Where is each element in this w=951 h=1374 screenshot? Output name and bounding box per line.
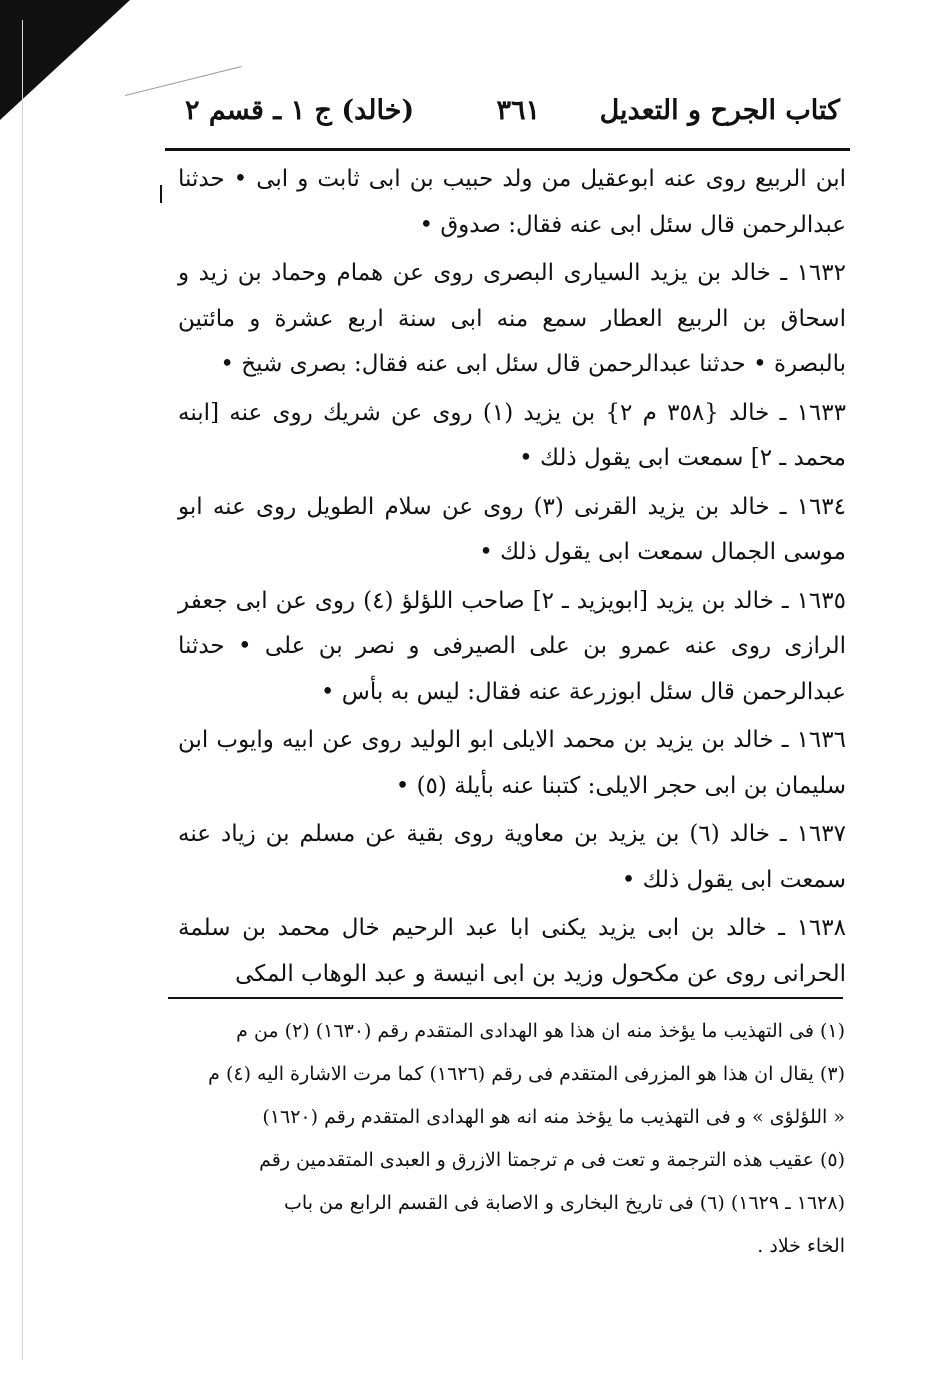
- corner-shadow: [0, 0, 130, 120]
- page-edge: [22, 20, 23, 1360]
- book-title: كتاب الجرح و التعديل: [599, 95, 840, 126]
- footnote-rule: [168, 997, 843, 999]
- footnote-line: (١) فى التهذيب ما يؤخذ منه ان هذا هو الهدادى المتقدم رقم (١٦٣٠) (٢) من م: [236, 1020, 845, 1042]
- footnotes: [180, 1010, 845, 1268]
- entry-1636: ١٦٣٦ ـ خالد بن يزيد بن محمد الايلى ابو الوليد روى عن ابيه وايوب ابن سليمان بن ابى حجر الايلى: كتبنا عنه بأيلة (٥) •: [178, 727, 846, 799]
- footnote-line: الخاء خلاد .: [757, 1235, 845, 1257]
- entry-1632: ١٦٣٢ ـ خالد بن يزيد السيارى البصرى روى عن همام وحماد بن زيد و اسحاق بن الربيع العطار سمع منه ابى سنة اربع عشرة و مائتين بالبصرة • حدثنا عبدالرحمن قال سئل ابى عنه فقال: بصرى شيخ •: [178, 260, 846, 377]
- section-label: (خالد) ج ١ ـ قسم ٢: [185, 95, 415, 126]
- footnote-line: (٣) يقال ان هذا هو المزرفى المتقدم فى رقم (١٦٢٦) كما مرت الاشارة اليه (٤) م: [208, 1063, 845, 1085]
- scan-mark: [125, 66, 242, 96]
- entry-1635: ١٦٣٥ ـ خالد بن يزيد [ابويزيد ـ ٢] صاحب اللؤلؤ (٤) روى عن ابى جعفر الرازى روى عنه عمرو بن على الصيرفى و نصر بن على • حدثنا عبدالرحمن قال سئل ابوزرعة عنه فقال: ليس به بأس •: [178, 587, 846, 705]
- footnote-line: (١٦٢٨ ـ ١٦٢٩) (٦) فى تاريخ البخارى و الاصابة فى القسم الرابع من باب: [284, 1192, 845, 1214]
- entry-1638: ١٦٣٨ ـ خالد بن ابى يزيد يكنى ابا عبد الرحيم خال محمد بن سلمة الحرانى روى عن مكحول وزيد بن ابى انيسة و عبد الوهاب المكى: [178, 915, 846, 987]
- running-header: [185, 95, 840, 141]
- entry-1633: ١٦٣٣ ـ خالد {٣٥٨ م ٢} بن يزيد (١) روى عن شريك روى عنه [ابنه محمد ـ ٢] سمعت ابى يقول ذلك •: [178, 399, 846, 471]
- page-number: ٣٦١: [496, 95, 540, 126]
- entry-1634: ١٦٣٤ ـ خالد بن يزيد القرنى (٣) روى عن سلام الطويل روى عنه ابو موسى الجمال سمعت ابى يقول ذلك •: [178, 493, 847, 565]
- entry-continuation: ابن الربيع روى عنه ابوعقيل من ولد حبيب بن ابى ثابت و ابى • حدثنا عبدالرحمن قال سئل ابى عنه فقال: صدوق •: [178, 166, 846, 238]
- entry-1637: ١٦٣٧ ـ خالد (٦) بن يزيد بن معاوية روى بقية عن مسلم بن زياد عنه سمعت ابى يقول ذلك •: [178, 821, 846, 893]
- main-text: [178, 157, 846, 1000]
- footnote-line: « اللؤلؤى » و فى التهذيب ما يؤخذ منه انه هو الهدادى المتقدم رقم (١٦٢٠): [262, 1106, 845, 1128]
- header-rule: [165, 148, 850, 151]
- margin-mark: [160, 185, 162, 203]
- footnote-line: (٥) عقيب هذه الترجمة و تعت فى م ترجمتا الازرق و العبدى المتقدمين رقم: [259, 1149, 845, 1171]
